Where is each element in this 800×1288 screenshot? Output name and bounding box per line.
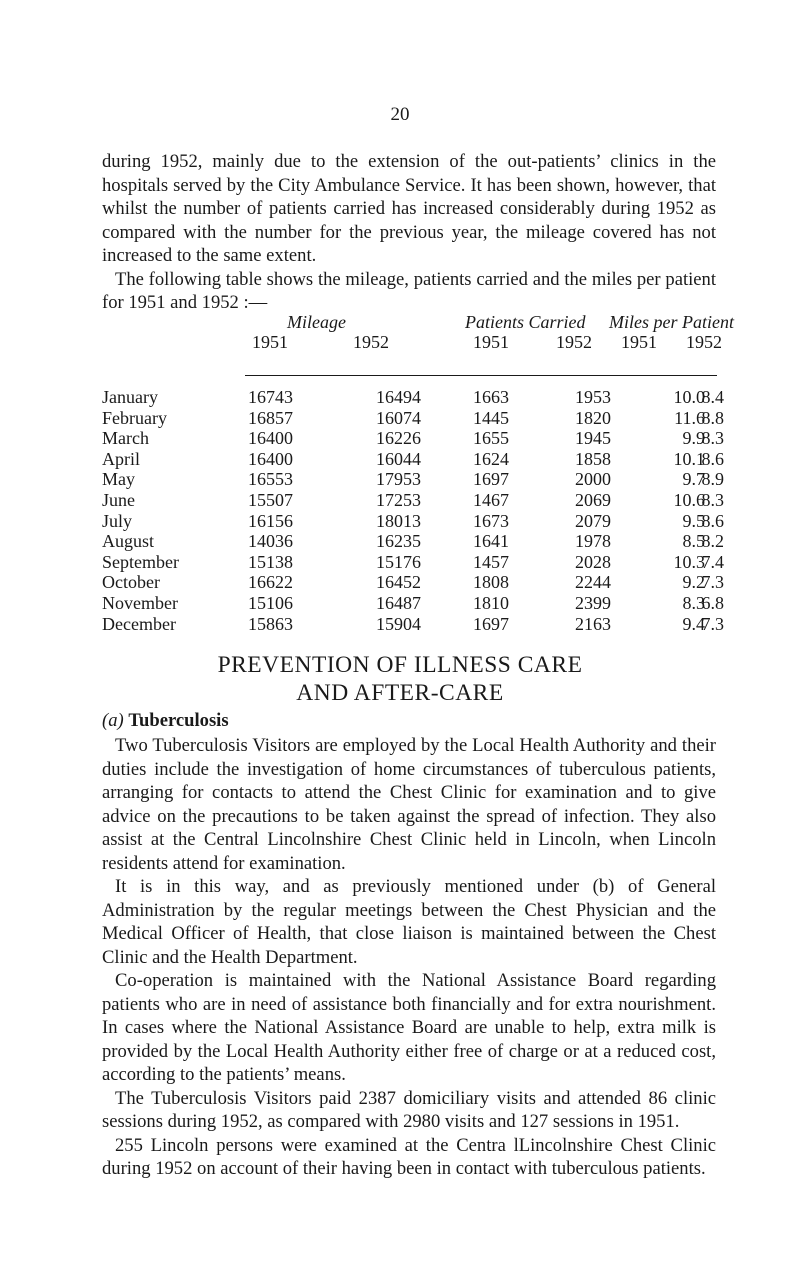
- table-row: [0, 531, 800, 552]
- miles-per-patient-1952-cell: 8.4: [701, 387, 724, 407]
- miles-per-patient-1951-cell: 9.5: [682, 510, 705, 531]
- miles-per-patient-1952-cell: 8.3: [701, 489, 724, 510]
- miles-per-patient-1951-cell: 9.7: [682, 469, 705, 490]
- miles-per-patient-1952-cell: 7.3: [701, 613, 724, 634]
- subsection-letter: (a): [102, 710, 124, 731]
- mileage-1951-cell: 15863: [248, 613, 293, 634]
- body-paragraph: It is in this way, and as previously mentioned under (b) of General Administration by the regular meetings between the Chest Physician and the Medical Officer of Health, that close liaison is maintained between the Chest Clinic and the Health Department.: [102, 876, 716, 968]
- heading-line-1: PREVENTION OF ILLNESS CARE: [217, 652, 583, 678]
- mileage-1952-cell: 15176: [376, 551, 421, 572]
- table-header: [0, 312, 800, 372]
- patients-1952-cell: 2079: [575, 510, 611, 531]
- patients-1951-cell: 1697: [473, 469, 509, 490]
- miles-per-patient-1952-cell: 8.8: [701, 407, 724, 428]
- miles-per-patient-1951-cell: 10.3: [673, 551, 705, 572]
- patients-1952-cell: 2399: [575, 592, 611, 613]
- table-row: [0, 614, 800, 635]
- mileage-1951-cell: 16553: [248, 469, 293, 490]
- patients-group-label: Patients Carried: [465, 312, 586, 332]
- miles-per-patient-1951-cell: 9.2: [682, 572, 705, 593]
- month-cell: November: [102, 592, 178, 613]
- patients-1951-cell: 1655: [473, 428, 509, 449]
- patients-1951-cell: 1663: [473, 387, 509, 407]
- month-cell: July: [102, 510, 133, 531]
- table-row: [0, 511, 800, 532]
- miles-per-patient-1952-cell: 8.3: [701, 428, 724, 449]
- table-row: [0, 552, 800, 573]
- mileage-1952-cell: 16226: [376, 428, 421, 449]
- patients-1951-cell: 1641: [473, 531, 509, 552]
- month-cell: December: [102, 613, 176, 634]
- patients-1952-cell: 2000: [575, 469, 611, 490]
- month-cell: September: [102, 551, 179, 572]
- table-row: [0, 490, 800, 511]
- patients-1952-cell: 1858: [575, 448, 611, 469]
- patients-1952-cell: 1820: [575, 407, 611, 428]
- miles-per-patient-1951-cell: 9.9: [682, 428, 705, 449]
- table-row: [0, 449, 800, 470]
- year-header: 1951: [621, 332, 657, 352]
- miles-per-patient-1951-cell: 9.4: [682, 613, 705, 634]
- intro-paragraph-2: The following table shows the mileage, patients carried and the miles per patient for 1951 and 1952 :—: [102, 268, 716, 313]
- year-header: 1951: [473, 332, 509, 352]
- patients-1952-cell: 1978: [575, 531, 611, 552]
- intro-text: [102, 150, 716, 315]
- month-cell: March: [102, 428, 149, 449]
- mileage-1951-cell: 15507: [248, 489, 293, 510]
- subsection-title: Tuberculosis: [128, 710, 229, 731]
- miles-per-patient-1952-cell: 8.6: [701, 448, 724, 469]
- body-paragraph: Two Tuberculosis Visitors are employed by the Local Health Authority and their duties include the investigation of home circumstances of tuberculous patients, arranging for contacts to attend the Chest Clinic for examination and to give advice on the precautions to be taken against the spread of infection. They also assist at the Central Lincolnshire Chest Clinic held in Lincoln, when Lincoln residents attend for examination.: [102, 735, 716, 874]
- month-cell: October: [102, 572, 160, 593]
- mileage-1951-cell: 14036: [248, 531, 293, 552]
- patients-1951-cell: 1673: [473, 510, 509, 531]
- intro-paragraph-1: during 1952, mainly due to the extension of the out-patients’ clinics in the hospitals served by the City Ambulance Service. It has been shown, however, that whilst the number of patients carried has increased considerably during 1952 as compared with the number for the previous year, the mileage covered has not increased to the same extent.: [102, 151, 716, 266]
- body-paragraph: 255 Lincoln persons were examined at the Centra lLincolnshire Chest Clinic during 1952 on account of their having been in contact with tuberculous patients.: [102, 1134, 716, 1179]
- table-divider: [245, 375, 717, 376]
- month-cell: June: [102, 489, 135, 510]
- mileage-1952-cell: 18013: [376, 510, 421, 531]
- month-cell: April: [102, 448, 140, 469]
- month-cell: August: [102, 531, 155, 552]
- body-paragraph: Co-operation is maintained with the National Assistance Board regarding patients who are in need of assistance both financially and for extra nourishment. In cases where the National Assistance Board are unable to help, extra milk is provided by the Local Health Authority either free of charge or at a reduced cost, according to the patients’ means.: [102, 970, 716, 1085]
- subsection-label: [102, 710, 229, 732]
- miles-per-patient-1952-cell: 6.8: [701, 592, 724, 613]
- table-row: [0, 428, 800, 449]
- miles-per-patient-1952-cell: 7.4: [701, 551, 724, 572]
- patients-1952-cell: 2069: [575, 489, 611, 510]
- mileage-1952-cell: 16074: [376, 407, 421, 428]
- miles-per-patient-1952-cell: 8.6: [701, 510, 724, 531]
- month-cell: January: [102, 387, 158, 407]
- mileage-1952-cell: 17253: [376, 489, 421, 510]
- year-header: 1952: [556, 332, 592, 352]
- miles-per-patient-1951-cell: 8.3: [682, 592, 705, 613]
- mileage-1951-cell: 16400: [248, 448, 293, 469]
- patients-1951-cell: 1697: [473, 613, 509, 634]
- tuberculosis-body: [102, 734, 716, 1181]
- miles-per-patient-1951-cell: 10.0: [673, 387, 705, 407]
- patients-1952-cell: 2163: [575, 613, 611, 634]
- patients-1952-cell: 2244: [575, 572, 611, 593]
- mileage-1951-cell: 16156: [248, 510, 293, 531]
- miles-per-patient-1951-cell: 10.1: [673, 448, 705, 469]
- month-cell: February: [102, 407, 167, 428]
- mileage-1952-cell: 16235: [376, 531, 421, 552]
- patients-1952-cell: 2028: [575, 551, 611, 572]
- year-header: 1951: [252, 332, 288, 352]
- year-header: 1952: [353, 332, 389, 352]
- table-row: [0, 408, 800, 429]
- table-row: [0, 593, 800, 614]
- month-cell: May: [102, 469, 135, 490]
- table-row: [0, 387, 800, 408]
- mileage-group-label: Mileage: [287, 312, 346, 332]
- mileage-1951-cell: 16400: [248, 428, 293, 449]
- table-row: [0, 469, 800, 490]
- miles-per-patient-1952-cell: 8.2: [701, 531, 724, 552]
- miles-per-patient-1951-cell: 8.5: [682, 531, 705, 552]
- patients-1951-cell: 1467: [473, 489, 509, 510]
- patients-1952-cell: 1945: [575, 428, 611, 449]
- patients-1951-cell: 1808: [473, 572, 509, 593]
- section-heading: [0, 651, 800, 707]
- mileage-1952-cell: 15904: [376, 613, 421, 634]
- page-number: 20: [390, 104, 410, 125]
- mileage-1952-cell: 16044: [376, 448, 421, 469]
- patients-1951-cell: 1624: [473, 448, 509, 469]
- heading-line-2: AND AFTER-CARE: [296, 680, 504, 706]
- mileage-1952-cell: 16452: [376, 572, 421, 593]
- mileage-table: [0, 387, 800, 634]
- mileage-1951-cell: 16743: [248, 387, 293, 407]
- body-paragraph: The Tuberculosis Visitors paid 2387 domiciliary visits and attended 86 clinic sessions during 1952, as compared with 2980 visits and 127 sessions in 1951.: [102, 1087, 716, 1132]
- miles-per-patient-group-label: Miles per Patient: [609, 312, 734, 332]
- mileage-1952-cell: 17953: [376, 469, 421, 490]
- patients-1951-cell: 1445: [473, 407, 509, 428]
- miles-per-patient-1951-cell: 11.6: [674, 407, 705, 428]
- table-row: [0, 572, 800, 593]
- miles-per-patient-1951-cell: 10.6: [673, 489, 705, 510]
- miles-per-patient-1952-cell: 7.3: [701, 572, 724, 593]
- mileage-1952-cell: 16494: [376, 387, 421, 407]
- mileage-1951-cell: 15138: [248, 551, 293, 572]
- mileage-1951-cell: 16857: [248, 407, 293, 428]
- mileage-1951-cell: 15106: [248, 592, 293, 613]
- patients-1951-cell: 1457: [473, 551, 509, 572]
- patients-1952-cell: 1953: [575, 387, 611, 407]
- miles-per-patient-1952-cell: 8.9: [701, 469, 724, 490]
- mileage-1952-cell: 16487: [376, 592, 421, 613]
- year-header: 1952: [686, 332, 722, 352]
- patients-1951-cell: 1810: [473, 592, 509, 613]
- mileage-1951-cell: 16622: [248, 572, 293, 593]
